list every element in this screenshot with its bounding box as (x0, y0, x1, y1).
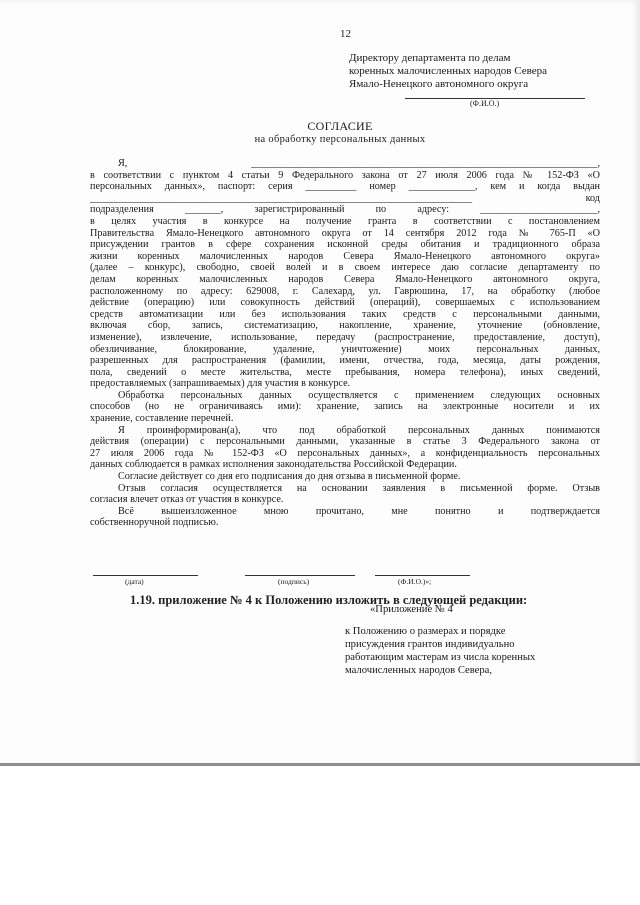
body-line: жизни коренных малочисленных народов Севера Ямало-Ненецкого автономного округа» (90, 250, 600, 262)
body-line: 27 июля 2006 года № 152-ФЗ «О персональных данных», а конфиденциальность персональных (90, 447, 600, 459)
body-line: Я проинформирован(а), что под обработкой персональных данных понимаются (118, 424, 600, 436)
body-line: Обработка персональных данных осуществляется с применением следующих основных (118, 389, 600, 401)
body-line: действия (операции) с персональными данными, указанные в статье 3 Федерального закона от (90, 436, 600, 448)
body-line: предоставляемых (запрашиваемых) для участия в конкурсе. (90, 378, 351, 390)
annex-line: работающим мастерам из числа коренных (345, 652, 536, 663)
addressee-line-3: Ямало-Ненецкого автономного округа (349, 78, 529, 90)
body-line: Отзыв согласия осуществляется на основании заявления в письменной форме. Отзыв (118, 482, 600, 494)
amendment-heading: 1.19. приложение № 4 к Положению изложить в следующей редакции: (130, 593, 528, 607)
annex-line: присуждения грантов индивидуально (345, 639, 515, 650)
document-title: СОГЛАСИЕ (307, 119, 373, 133)
signature-fio-label: (Ф.И.О.)»; (398, 577, 432, 586)
page-bottom-edge (0, 763, 640, 766)
body-line: в целях участия в конкурсе на получение гранта в соответствии с постановлением (90, 215, 600, 227)
body-line: пола, сведений о месте жительства, месте пребывания, номера телефона), иных сведений, (90, 366, 600, 378)
intro-paragraph (90, 158, 600, 529)
body-line: Я, ____________________________________________________________________, (118, 158, 600, 169)
body-line: данных соблюдается в рамках исполнения законодательства Российской Федерации. (90, 459, 457, 471)
body-line: способов (но не ограничиваясь ими): хранение, запись на электронные носители и их (90, 401, 600, 413)
annex-line: малочисленных народов Севера, (345, 665, 493, 676)
body-line: ___________________________________________________________________________ код (90, 192, 600, 204)
body-line: (далее – конкурс), свободно, своей волей и в своем интересе даю согласие департаменту по (90, 262, 600, 274)
body-line: действие (операцию) или совокупность действий (операций), совершаемых с использованием (90, 297, 600, 309)
body-line: согласия влечет отказ от участия в конкурсе. (90, 494, 284, 506)
body-line: подразделения _______, зарегистрированный по адресу: _______________________, (90, 204, 600, 216)
body-line: Правительства Ямало-Ненецкого автономного округа от 14 сентября 2012 года № 765-П «О (90, 227, 600, 239)
addressee-line-1: Директору департамента по делам (349, 52, 511, 64)
body-line: Согласие действует со дня его подписания до дня отзыва в письменной форме. (118, 471, 461, 483)
annex-line: к Положению о размерах и порядке (345, 626, 506, 637)
body-line: разрешенных для распространения (фамилии, имени, отчества, года, месяца, даты рождения, (90, 355, 600, 367)
header-fio-label: (Ф.И.О.) (470, 99, 500, 108)
annex-title: «Приложение № 4 (370, 604, 453, 615)
body-line: собственноручной подписью. (90, 517, 219, 529)
body-line: делам коренных малочисленных народов Севера Ямало-Ненецкого автономного округа, (90, 273, 600, 285)
body-line: хранение, составление перечней. (90, 413, 234, 425)
body-line: изменение), извлечение, использование, передачу (распространение, предоставление, доступ), (90, 331, 600, 343)
body-line: Всё вышеизложенное мною прочитано, мне понятно и подтверждается (118, 505, 600, 517)
body-line: в соответствии с пунктом 4 статьи 9 Федерального закона от 27 июля 2006 года № 152-ФЗ «О (90, 169, 600, 181)
body-line: обезличивание, блокирование, удаление, уничтожение) моих персональных данных, (90, 343, 600, 355)
body-line: включая сбор, запись, систематизацию, накопление, хранение, уточнение (обновление, (90, 320, 600, 332)
addressee-line-2: коренных малочисленных народов Севера (349, 65, 547, 77)
body-line: расположенному по адресу: 629008, г. Салехард, ул. Гаврюшина, 17, на обработку (любое (90, 285, 600, 297)
sign-signature-line (245, 575, 355, 576)
date-label: (дата) (125, 577, 144, 586)
body-line: присуждении грантов в сфере сохранения исконной среды обитания и традиционного образа (90, 239, 600, 251)
body-line: средств автоматизации или без использования таких средств с персональными данными, (90, 308, 600, 320)
date-signature-line (93, 575, 198, 576)
document-subtitle: на обработку персональных данных (254, 134, 426, 145)
page-number: 12 (340, 28, 351, 40)
sign-label: (подпись) (278, 577, 310, 586)
fio-signature-line (375, 575, 470, 576)
body-line: персональных данных», паспорт: серия __________ номер _____________, кем и когда выдан (90, 181, 600, 193)
